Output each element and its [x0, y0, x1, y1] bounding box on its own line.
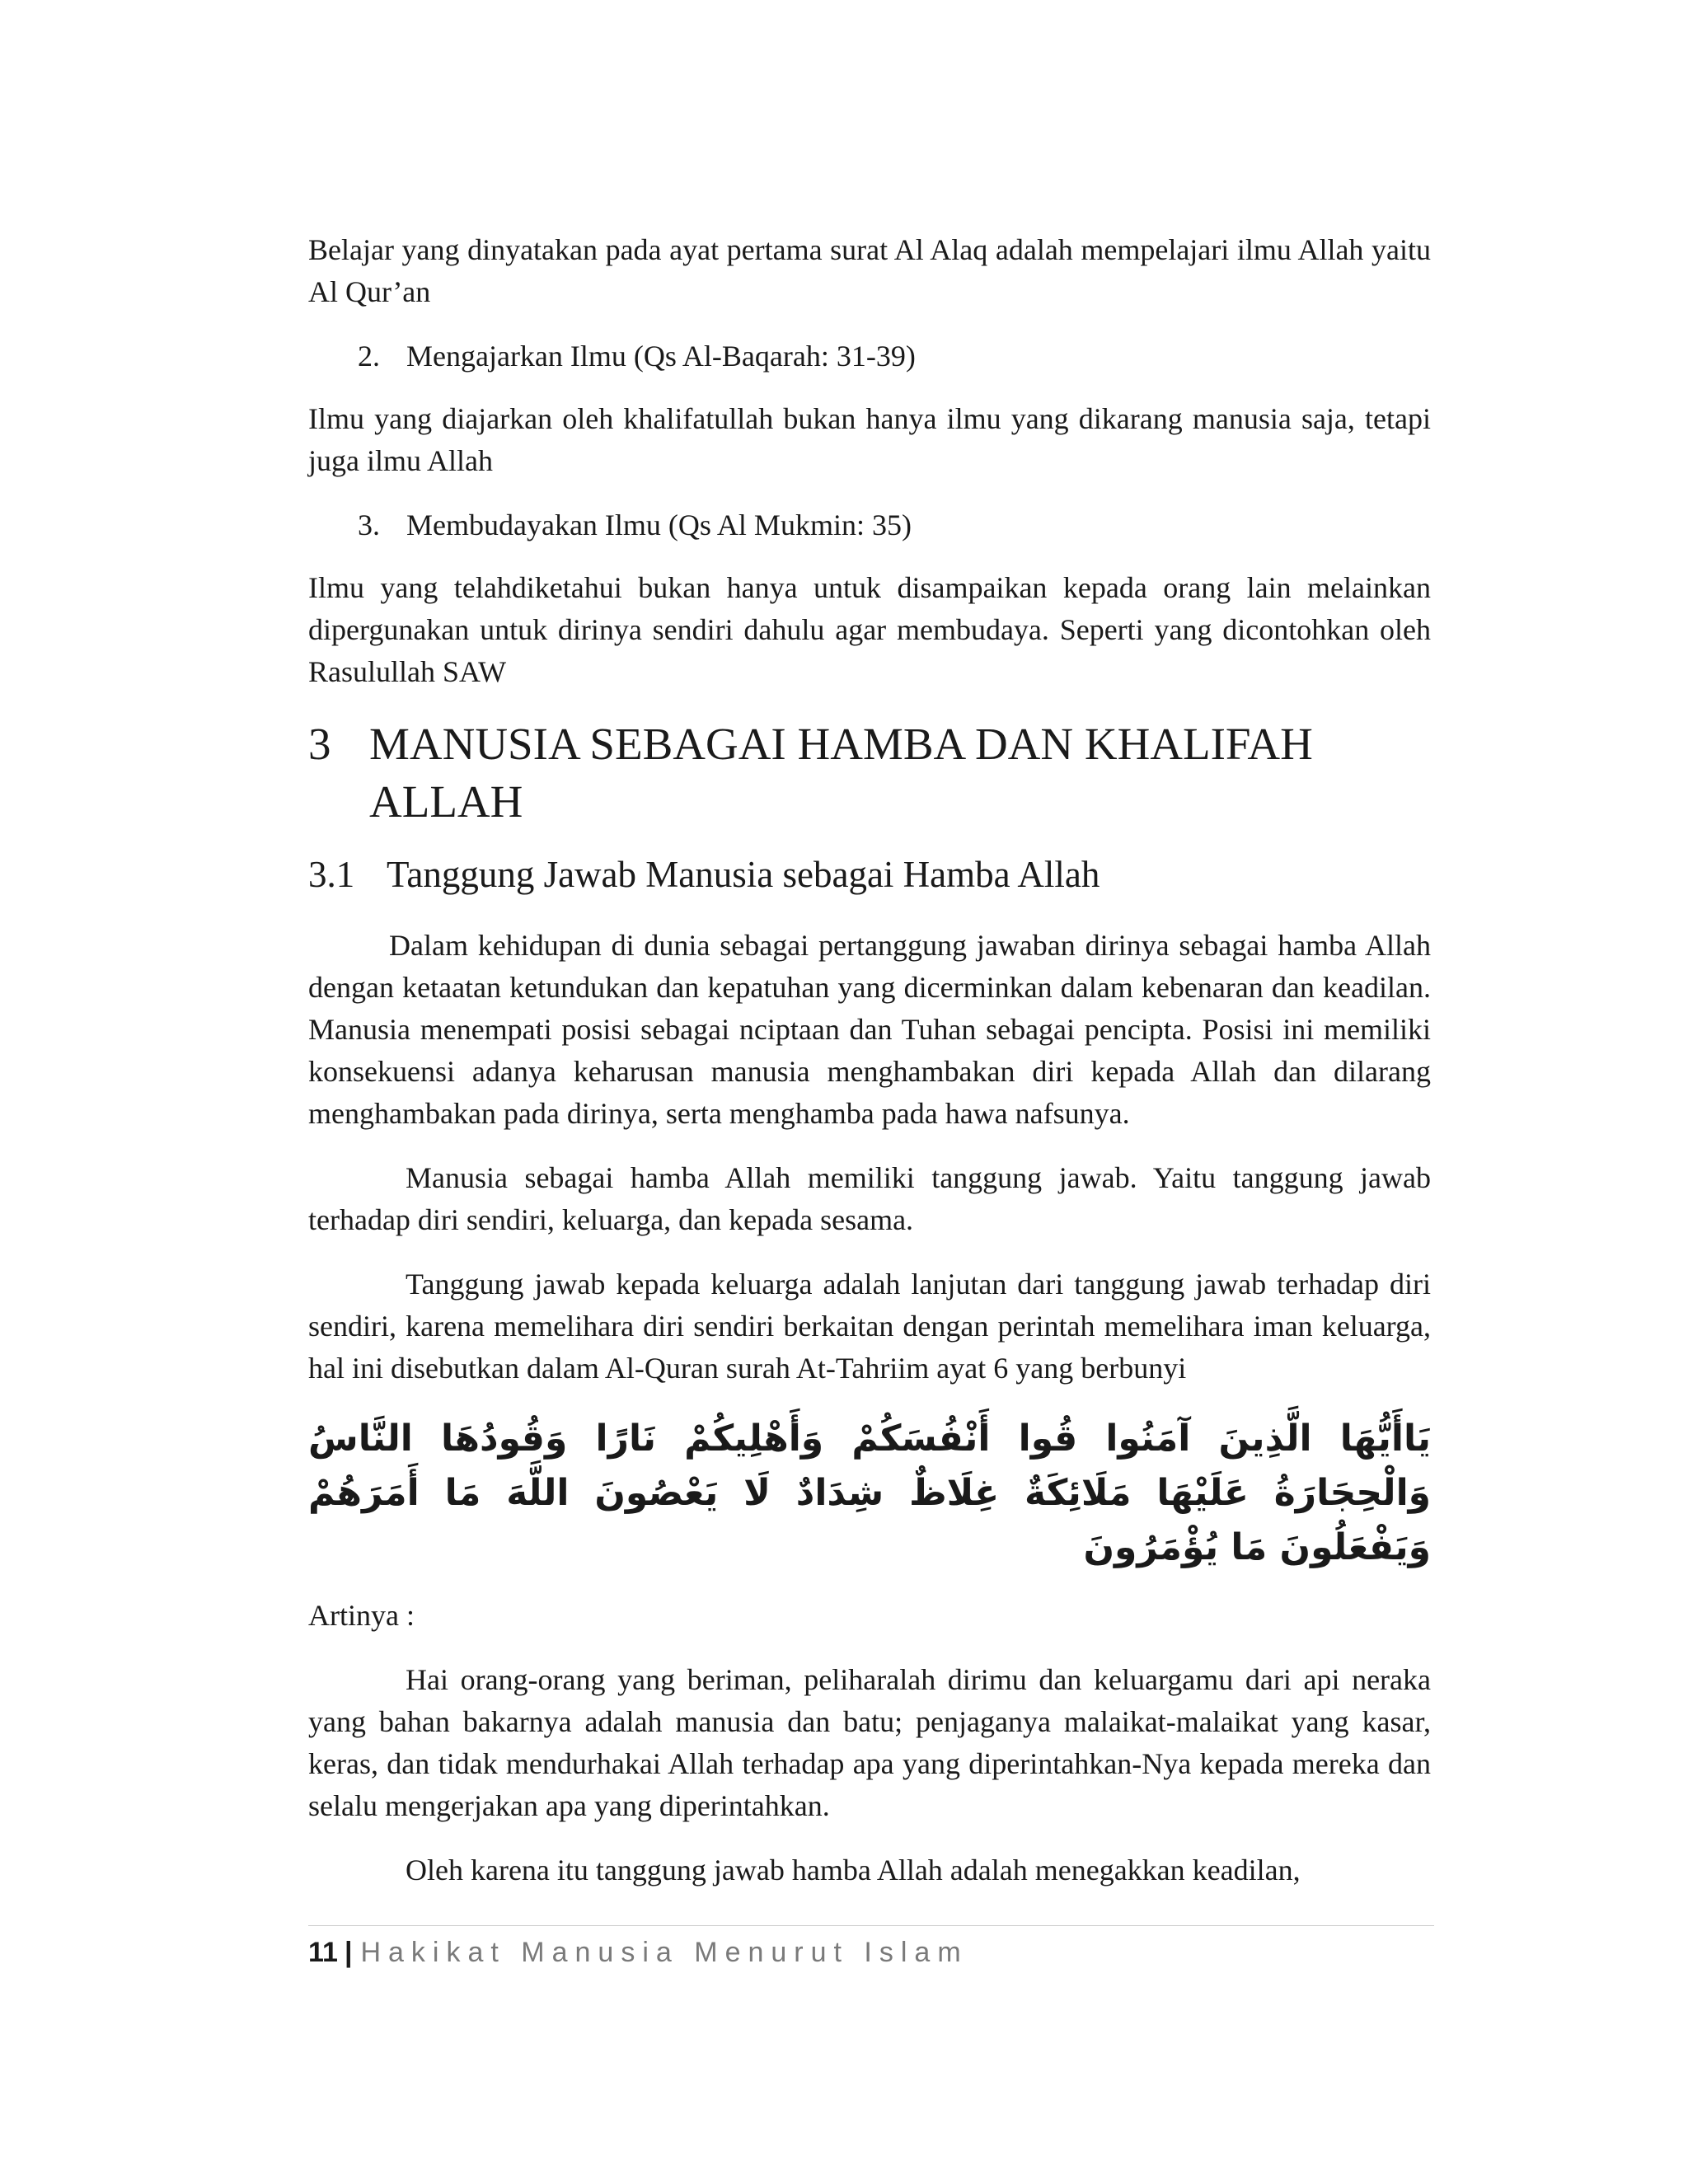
list-number: 2.: [358, 340, 380, 373]
list-item-text: Mengajarkan Ilmu (Qs Al-Baqarah: 31-39): [406, 340, 916, 373]
body-paragraph: Tanggung jawab kepada keluarga adalah lanjutan dari tanggung jawab terhadap diri sendiri, karena memelihara diri sendiri berkaitan dengan perintah memelihara iman keluarga, hal ini disebutkan dalam Al-Quran surah At-Tahriim ayat 6 yang berbunyi: [308, 1268, 1431, 1385]
page-number: 11: [308, 1937, 338, 1968]
page-footer: [308, 1925, 1434, 1969]
chapter-title: MANUSIA SEBAGAI HAMBA DAN KHALIFAH ALLAH: [369, 719, 1313, 827]
translation-paragraph: Hai orang-orang yang beriman, peliharalah dirimu dan keluargamu dari api neraka yang bahan bakarnya adalah manusia dan batu; penjaganya malaikat-malaikat yang kasar, keras, dan tidak mendurhakai Allah terhadap apa yang diperintahkan-Nya kepada mereka dan selalu mengerjakan apa yang diperintahkan.: [308, 1663, 1431, 1822]
list-number: 3.: [358, 509, 380, 541]
arabic-verse: يَاأَيُّهَا الَّذِينَ آمَنُوا قُوا أَنْفُسَكُمْ وَأَهْلِيكُمْ نَارًا وَقُودُهَا النَّاسُ وَالْحِجَارَةُ عَلَيْهَا مَلَائِكَةٌ غِلَاظٌ شِدَادٌ لَا يَعْصُونَ اللَّهَ مَا أَمَرَهُمْ وَيَفْعَلُونَ مَا يُؤْمَرُونَ: [308, 1418, 1431, 1568]
body-paragraph: Ilmu yang telahdiketahui bukan hanya untuk disampaikan kepada orang lain melainkan dipergunakan untuk dirinya sendiri dahulu agar membudaya. Seperti yang dicontohkan oleh Rasulullah SAW: [308, 571, 1431, 688]
section-heading: [308, 851, 1431, 898]
section-title: Tanggung Jawab Manusia sebagai Hamba Allah: [387, 854, 1100, 895]
artinya-label: Artinya :: [308, 1599, 415, 1632]
chapter-heading: [308, 715, 1431, 831]
body-paragraph: Belajar yang dinyatakan pada ayat pertama surat Al Alaq adalah mempelajari ilmu Allah yaitu Al Qur’an: [308, 233, 1431, 308]
chapter-number: 3: [308, 719, 331, 769]
list-item-text: Membudayakan Ilmu (Qs Al Mukmin: 35): [406, 509, 912, 541]
list-item: [358, 335, 1431, 377]
footer-book-title: Hakikat Manusia Menurut Islam: [360, 1937, 968, 1968]
document-page: [308, 229, 1431, 1914]
body-paragraph: Oleh karena itu tanggung jawab hamba Allah adalah menegakkan keadilan,: [406, 1854, 1301, 1886]
footer-separator: |: [344, 1937, 353, 1968]
body-paragraph: Dalam kehidupan di dunia sebagai pertanggung jawaban dirinya sebagai hamba Allah dengan ketaatan ketundukan dan kepatuhan yang dicerminkan dalam kebenaran dan keadilan. Manusia menempati posisi sebagai nciptaan dan Tuhan sebagai pencipta. Posisi ini memiliki konsekuensi adanya keharusan manusia menghambakan diri kepada Allah dan dilarang menghambakan pada dirinya, serta menghamba pada hawa nafsunya.: [308, 929, 1431, 1130]
body-paragraph: Manusia sebagai hamba Allah memiliki tanggung jawab. Yaitu tanggung jawab terhadap diri sendiri, keluarga, dan kepada sesama.: [308, 1161, 1431, 1236]
section-number: 3.1: [308, 854, 355, 895]
body-paragraph: Ilmu yang diajarkan oleh khalifatullah bukan hanya ilmu yang dikarang manusia saja, tetapi juga ilmu Allah: [308, 402, 1431, 477]
list-item: [358, 504, 1431, 546]
